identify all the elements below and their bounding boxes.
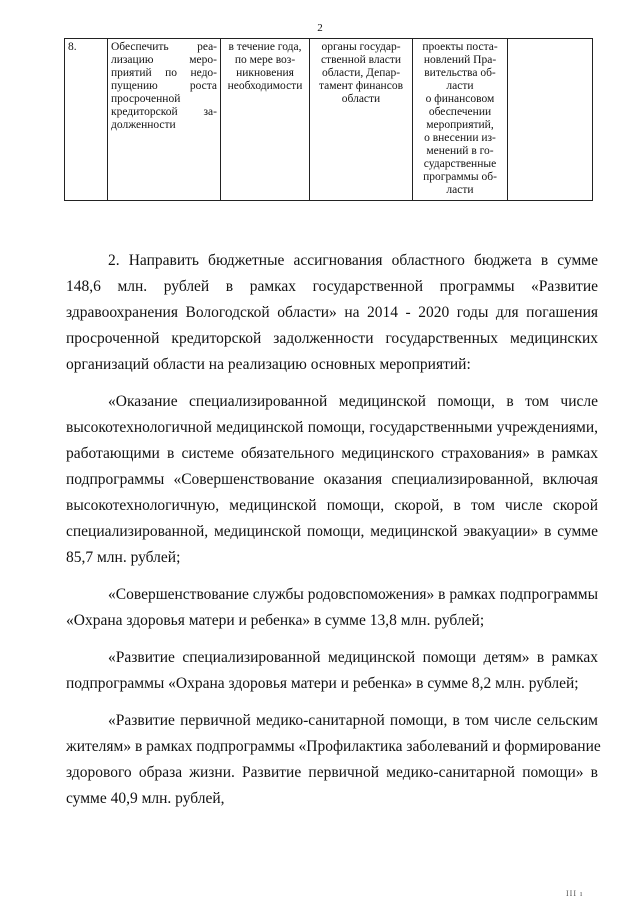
executor-line: области, Депар- [321,67,401,79]
result-line: менений в го- [426,145,494,157]
action-line: долженности [111,119,176,131]
text-line: подпрограммы «Совершенствование оказания специализированной, включая [66,471,598,488]
result-line: сударственные [423,158,497,170]
text-line: 148,6 млн. рублей в рамках государственной программы «Развитие [66,278,598,295]
action-cell [108,39,221,201]
deadline-line: в течение года, [228,41,302,53]
text-line: «Развитие специализированной медицинской помощи детям» в рамках [108,649,598,666]
action-line: кредиторской за- [111,106,217,118]
result-line: проекты поста- [422,41,498,53]
note-cell [508,39,593,201]
text-line: «Совершенствование службы родовспоможения» в рамках подпрограммы [108,586,598,603]
paragraph-measure-3 [66,645,598,697]
text-line: «Охрана здоровья матери и ребенка» в сумме 13,8 млн. рублей; [66,612,485,629]
scan-corner-mark: III ı [566,889,584,898]
paragraph-measure-4 [66,708,601,812]
text-line: высокотехнологичную, медицинской помощи, скорой, в том числе скорой [66,497,598,514]
deadline-cell [221,39,310,201]
text-line: сумме 40,9 млн. рублей, [66,790,225,807]
result-line: о внесении из- [424,132,496,144]
text-line: жителям» в рамках подпрограммы «Профилактика заболеваний и формирование [66,738,601,755]
page-number: 2 [317,22,323,34]
text-line: высокотехнологичной медицинской помощи, государственными учреждениями, [66,419,598,436]
executor-line: ственной власти [320,54,402,66]
text-line: работающими в системе обязательного медицинского страхования» в рамках [66,445,598,462]
action-line: пущению роста [111,80,217,92]
text-line: подпрограммы «Охрана здоровья матери и ребенка» в сумме 8,2 млн. рублей; [66,675,579,692]
table-row [65,39,593,201]
text-line: специализированной, медицинской помощи, медицинской эвакуации» в сумме [66,523,598,540]
action-line: просроченной [111,93,181,105]
text-line: здорового образа жизни. Развитие первичной медико-санитарной помощи» в [66,764,598,781]
executor-line: органы государ- [321,41,401,53]
action-line: лизацию меро- [111,54,217,66]
text-line: просроченной кредиторской задолженности государственных медицинских [66,330,598,347]
executor-cell [310,39,413,201]
result-line: ласти [446,80,474,92]
action-line: приятий по недо- [111,67,217,79]
executor-line: области [341,93,381,105]
row-number-cell: 8. [65,39,108,201]
deadline-line: по мере воз- [234,54,296,66]
text-line: здравоохранения Вологодской области» на 2014 - 2020 годы для погашения [66,304,598,321]
text-line: 2. Направить бюджетные ассигнования областного бюджета в сумме [108,252,598,269]
result-line: программы об- [423,171,497,183]
paragraph-2 [66,248,598,378]
paragraph-measure-2 [66,582,598,634]
text-line: «Оказание специализированной медицинской помощи, в том числе [108,393,598,410]
action-line: Обеспечить реа- [111,41,217,53]
result-line: новлений Пра- [423,54,497,66]
result-line: о финансовом [425,93,495,105]
result-line: вительства об- [424,67,496,79]
text-line: «Развитие первичной медико-санитарной помощи, в том числе сельским [108,712,598,729]
result-line: ласти [446,184,474,196]
resolution-text [66,248,601,823]
paragraph-measure-1 [66,389,598,571]
text-line: 85,7 млн. рублей; [66,549,181,566]
result-cell [413,39,508,201]
result-line: обеспечении [428,106,492,118]
measures-table [64,38,593,201]
executor-line: тамент финансов [318,80,403,92]
deadline-line: необходимости [227,80,303,92]
result-line: мероприятий, [426,119,494,131]
text-line: организаций области на реализацию основных мероприятий: [66,356,471,373]
deadline-line: никновения [236,67,294,79]
